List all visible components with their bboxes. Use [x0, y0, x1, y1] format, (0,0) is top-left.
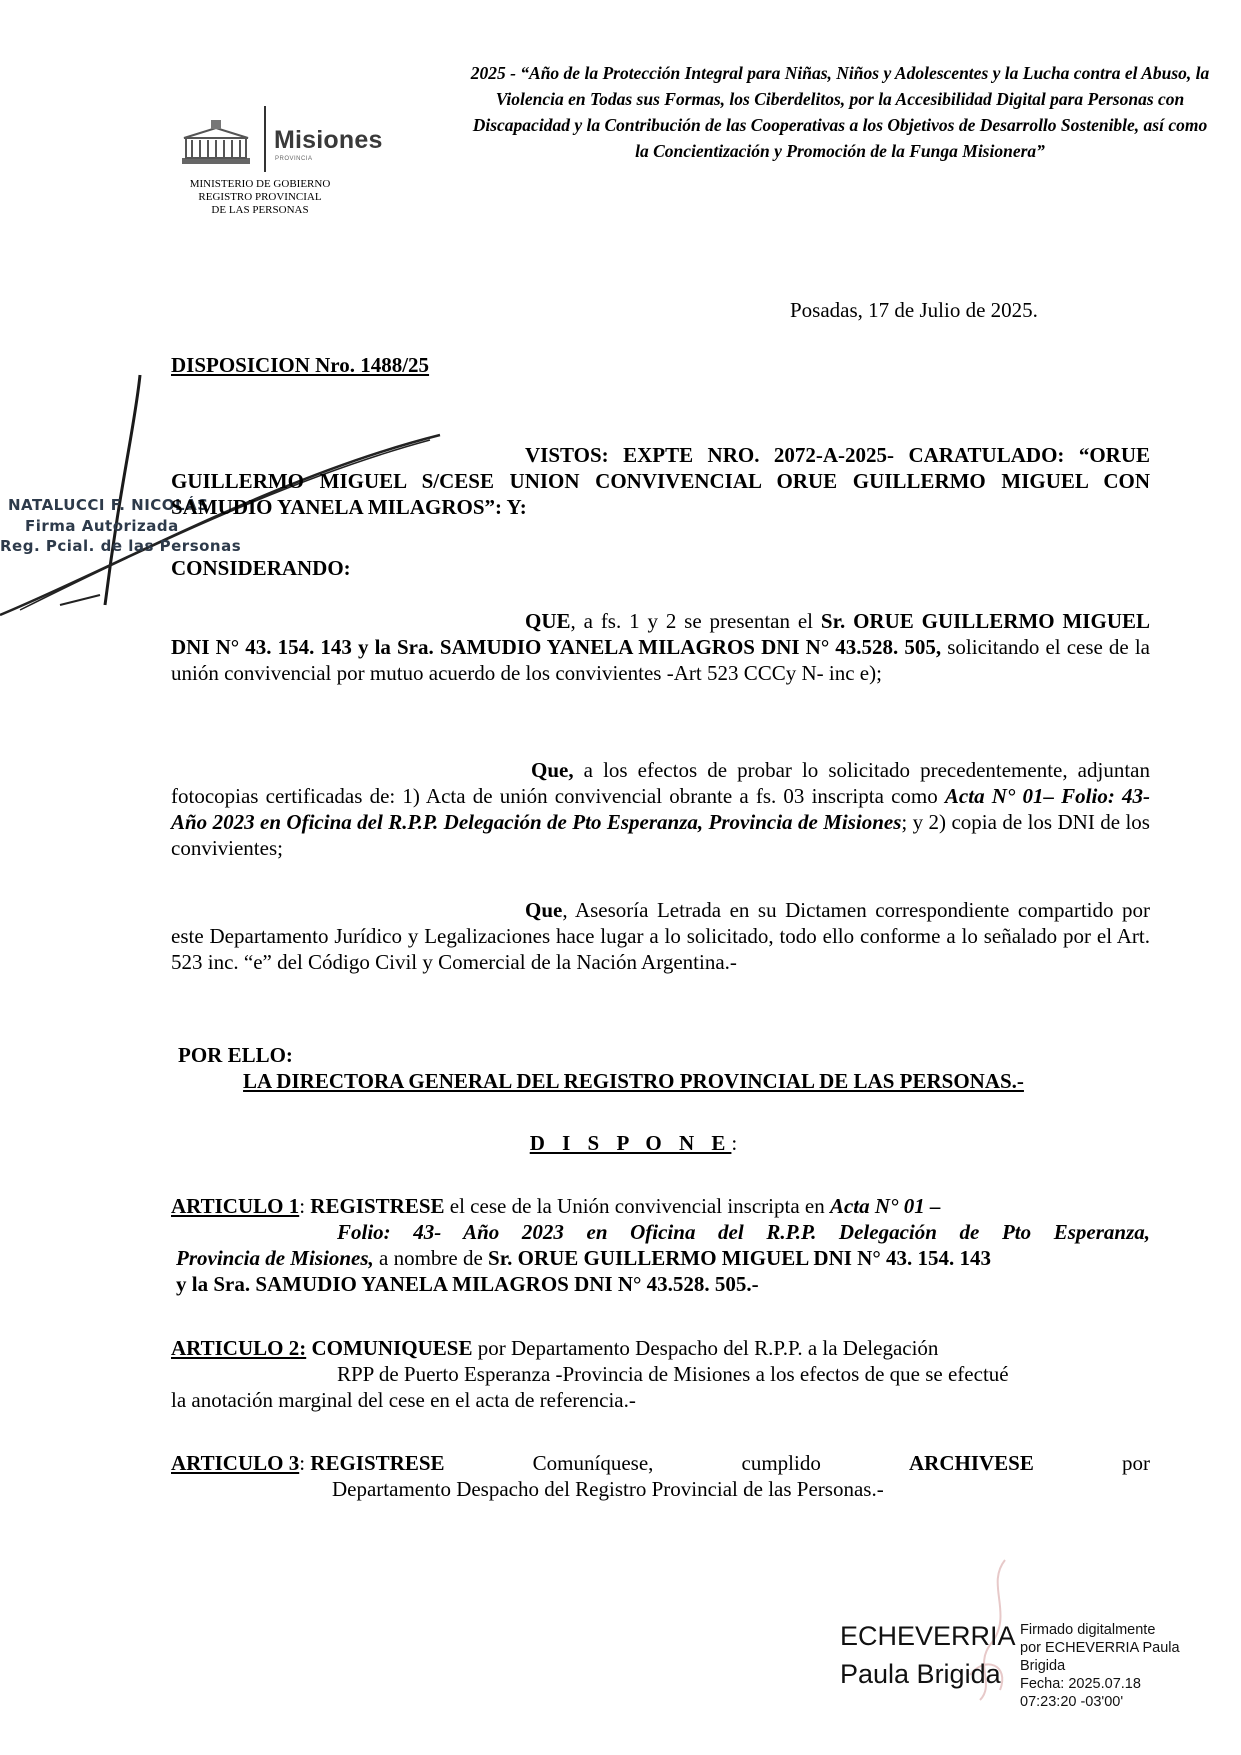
digital-signature-name	[840, 1617, 1016, 1693]
stamp-role: Firma Autorizada	[25, 517, 179, 535]
ministry-heading	[160, 178, 360, 217]
considerando-paragraph-3	[171, 897, 1150, 975]
ministry-line: REGISTRO PROVINCIAL	[198, 191, 322, 203]
paragraph-text: , Asesoría Letrada en su Dictamen correspondiente compartido por este Departamento Jurídico y Legalizaciones hace lugar a lo solicitado, todo ello conforme a lo señalado por el Art. 523 inc. “e” del Código Civil y Comercial de la Nación Argentina.-	[171, 898, 1150, 974]
dispone-heading	[171, 1130, 1096, 1157]
signature-info-line: 07:23:20 -03'00'	[1020, 1694, 1124, 1710]
paragraph-text: a los efectos de probar lo solicitado precedentemente, adjuntan fotocopias certificadas de: 1) Acta de unión convivencial obrante a fs. 03 inscripta como	[171, 758, 1150, 808]
acta-reference: Acta N° 01– Folio: 43- Año 2023 en Oficina del R.P.P. Delegación de Pto Esperanza, Provincia de Misiones	[171, 784, 1150, 834]
date-line: Posadas, 17 de Julio de 2025.	[790, 298, 1038, 322]
que-keyword: Que	[525, 898, 563, 922]
disposition-title: DISPOSICION Nro. 1488/25	[171, 353, 430, 377]
article-verb: ARCHIVESE	[908, 1451, 1034, 1475]
por-ello-heading: POR ELLO:	[178, 1043, 293, 1067]
logo-subtitle: PROVINCIA	[275, 156, 313, 162]
que-keyword: Que,	[531, 758, 574, 782]
year-motto: 2025 - “Año de la Protección Integral para Niñas, Niños y Adolescentes y la Lucha contra el Abuso, la Violencia en Todas sus Formas, los Ciberdelitos, por la Accesibilidad Digital para Personas con Discapacidad y la Contribución de las Cooperativas a los Objetivos de Desarrollo Sostenible, así como la Concientización y Promoción de la Funga Misionera”	[470, 63, 1210, 161]
acta-reference: Provincia de Misiones,	[176, 1246, 374, 1270]
separator: :	[299, 1194, 311, 1218]
articulo-label: ARTICULO 3	[171, 1451, 300, 1475]
parties-bold: Sr. ORUE GUILLERMO MIGUEL DNI N° 43. 154. 143	[488, 1246, 991, 1270]
acta-reference: Acta N° 01 –	[829, 1194, 941, 1218]
logo-wordmark: Misiones	[274, 126, 383, 154]
parties-bold: Sr. ORUE GUILLERMO MIGUEL DNI N° 43. 154. 143 y la Sra. SAMUDIO YANELA MILAGROS DNI N° 43.528. 505,	[171, 609, 1150, 659]
articulo-3	[171, 1450, 1150, 1502]
signer-given-names: Paula Brigida	[840, 1659, 1001, 1689]
stamp-name: NATALUCCI F. NICOLÁS	[8, 496, 209, 514]
ministry-line: DE LAS PERSONAS	[211, 204, 309, 216]
logo-divider	[264, 106, 266, 172]
article-text: la anotación marginal del cese en el acta de referencia.-	[171, 1388, 636, 1412]
considerando-heading: CONSIDERANDO:	[171, 556, 351, 580]
signature-info-line: Brigida	[1020, 1658, 1066, 1674]
signature-info-line: Firmado digitalmente	[1020, 1622, 1156, 1638]
government-building-icon	[180, 120, 252, 168]
considerando-paragraph-2	[171, 757, 1150, 861]
paragraph-text: ; y 2) copia de los DNI de los convivientes;	[171, 810, 1150, 860]
signer-surname: ECHEVERRIA	[840, 1621, 1016, 1651]
article-text: Comuníquese,	[532, 1451, 654, 1475]
article-verb: REGISTRESE	[310, 1451, 445, 1475]
vistos-paragraph: VISTOS: EXPTE NRO. 2072-A-2025- CARATULADO: “ORUE GUILLERMO MIGUEL S/CESE UNION CONVIVENCIAL ORUE GUILLERMO MIGUEL CON SAMUDIO YANELA MILAGROS”: Y:	[171, 443, 1150, 519]
articulo-label: ARTICULO 1	[171, 1194, 300, 1218]
signature-info-line: por ECHEVERRIA Paula	[1020, 1640, 1180, 1656]
article-text: por	[1121, 1451, 1150, 1475]
article-text: Departamento Despacho del Registro Provincial de las Personas.-	[332, 1477, 884, 1501]
article-text: RPP de Puerto Esperanza -Provincia de Misiones a los efectos de que se efectué	[337, 1362, 1009, 1386]
article-text: cumplido	[741, 1451, 821, 1475]
directora-heading: LA DIRECTORA GENERAL DEL REGISTRO PROVINCIAL DE LAS PERSONAS.-	[243, 1069, 1024, 1093]
article-verb: COMUNIQUESE	[306, 1336, 473, 1360]
signature-info-line: Fecha: 2025.07.18	[1020, 1676, 1141, 1692]
parties-bold: y la Sra. SAMUDIO YANELA MILAGROS DNI N° 43.528. 505.-	[176, 1272, 759, 1296]
separator: :	[299, 1451, 311, 1475]
article-text: a nombre de	[373, 1246, 489, 1270]
article-text: por Departamento Despacho del R.P.P. a la Delegación	[472, 1336, 939, 1360]
ministry-line: MINISTERIO DE GOBIERNO	[189, 178, 331, 190]
articulo-2	[171, 1335, 1150, 1413]
paragraph-text: , a fs. 1 y 2 se presentan el	[570, 609, 821, 633]
acta-reference: Folio: 43- Año 2023 en Oficina del R.P.P. Delegación de Pto Esperanza,	[337, 1220, 1150, 1244]
articulo-label: ARTICULO 2:	[171, 1336, 307, 1360]
digital-signature-info	[1020, 1621, 1220, 1711]
misiones-logo	[180, 100, 420, 170]
article-text: el cese de la Unión convivencial inscripta en	[444, 1194, 830, 1218]
paragraph-text: solicitando el cese de la unión convivencial por mutuo acuerdo de los convivientes -Art 523 CCCy N- inc e);	[171, 635, 1150, 685]
article-verb: REGISTRESE	[310, 1194, 445, 1218]
articulo-1	[171, 1193, 1150, 1297]
que-keyword: QUE	[525, 609, 571, 633]
dispone-colon: :	[731, 1131, 738, 1155]
dispone-word: D I S P O N E	[529, 1131, 732, 1155]
considerando-paragraph-1	[171, 608, 1150, 686]
stamp-office: Reg. Pcial. de las Personas	[0, 537, 242, 555]
